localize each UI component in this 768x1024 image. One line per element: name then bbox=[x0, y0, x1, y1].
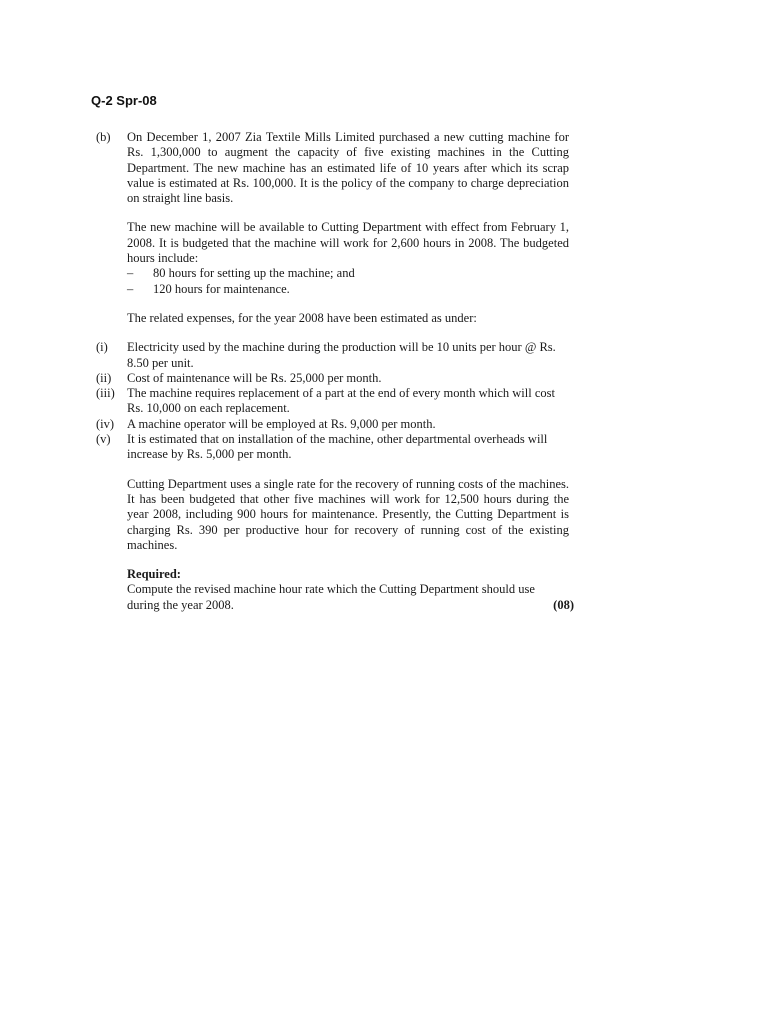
list-item-text: A machine operator will be employed at Rs. 9,000 per month. bbox=[127, 416, 436, 431]
availability-paragraph: The new machine will be available to Cutting Department with effect from February 1, 2008. It is budgeted that the machine will work for 2,600 hours in 2008. The budgeted hours include: bbox=[127, 220, 569, 266]
question-content bbox=[96, 130, 574, 613]
item-number: (iii) bbox=[96, 386, 115, 401]
item-number: (ii) bbox=[96, 370, 112, 385]
item-number: (iv) bbox=[96, 416, 115, 431]
item-number: (v) bbox=[96, 432, 111, 447]
list-item-text: Electricity used by the machine during the production will be 10 units per hour @ Rs. 8.50 per unit. bbox=[127, 340, 556, 370]
list-item bbox=[127, 266, 569, 281]
expenses-intro: The related expenses, for the year 2008 have been estimated as under: bbox=[127, 310, 477, 325]
part-label: (b) bbox=[96, 130, 111, 144]
list-item bbox=[96, 432, 569, 463]
list-item-text: Cost of maintenance will be Rs. 25,000 per month. bbox=[127, 370, 382, 385]
dash-bullet: – bbox=[127, 281, 134, 296]
question-body bbox=[96, 130, 608, 613]
required-block bbox=[127, 582, 574, 613]
list-item-text: 80 hours for setting up the machine; and bbox=[153, 266, 355, 281]
budgeted-hours-list bbox=[127, 266, 569, 297]
dash-bullet: – bbox=[127, 266, 134, 281]
list-item bbox=[96, 386, 569, 417]
list-item-text: 120 hours for maintenance. bbox=[153, 281, 290, 296]
required-heading: Required: bbox=[127, 567, 181, 582]
question-heading: Q-2 Spr-08 bbox=[91, 93, 157, 108]
marks-label: (08) bbox=[553, 597, 574, 612]
list-item bbox=[127, 282, 569, 297]
required-text: Compute the revised machine hour rate which the Cutting Department should use during the year 2008. bbox=[127, 582, 535, 612]
list-item bbox=[96, 371, 569, 386]
list-item-text: It is estimated that on installation of the machine, other departmental overheads will increase by Rs. 5,000 per month. bbox=[127, 432, 548, 462]
list-item-text: The machine requires replacement of a part at the end of every month which will cost Rs. 10,000 on each replacement. bbox=[127, 386, 555, 416]
item-number: (i) bbox=[96, 340, 108, 355]
list-item bbox=[96, 340, 569, 371]
intro-paragraph: On December 1, 2007 Zia Textile Mills Limited purchased a new cutting machine for Rs. 1,300,000 to augment the capacity of five existing machines in the Cutting Department. The new machine has an estimated life of 10 years after which its scrap value is estimated at Rs. 100,000. It is the policy of the company to charge depreciation on straight line basis. bbox=[127, 130, 569, 206]
expenses-list bbox=[96, 340, 569, 462]
running-cost-paragraph: Cutting Department uses a single rate for the recovery of running costs of the machines. It has been budgeted that other five machines will work for 12,500 hours during the year 2008, including 900 hours for maintenance. Presently, the Cutting Department is charging Rs. 390 per productive hour for recovery of running cost of the existing machines. bbox=[127, 476, 569, 552]
list-item bbox=[96, 417, 569, 432]
